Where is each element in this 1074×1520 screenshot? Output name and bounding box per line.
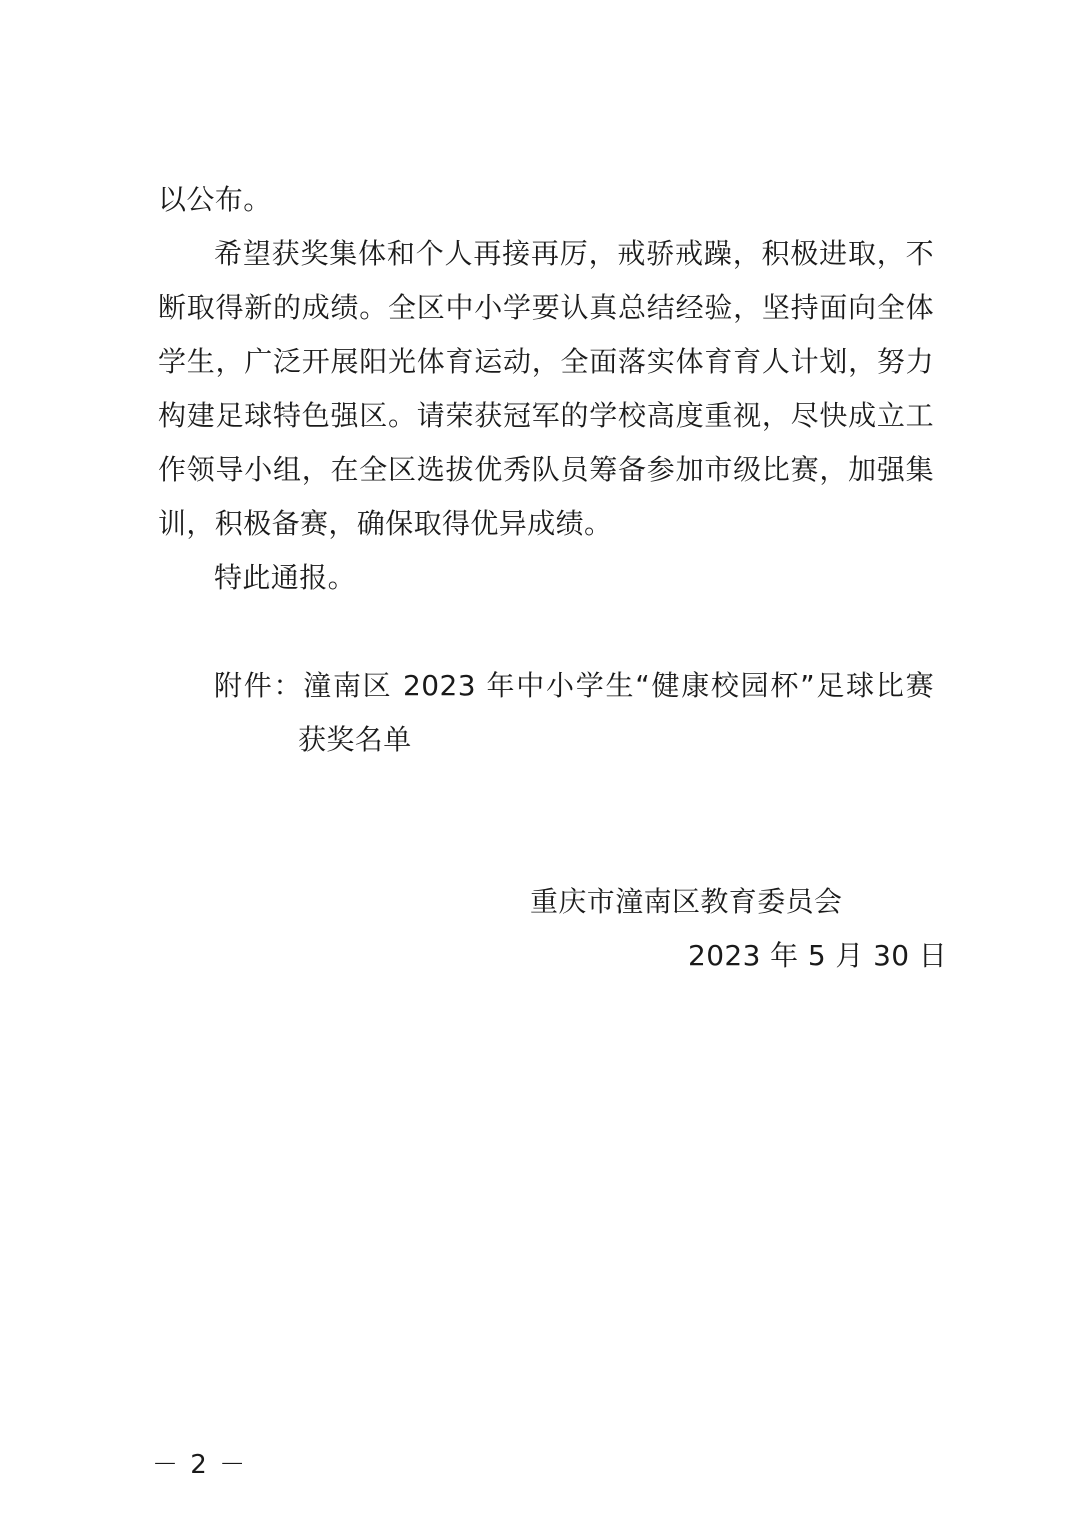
- body-line-1: 以公布。: [158, 183, 272, 216]
- issue-date: 2023 年 5 月 30 日: [688, 939, 948, 972]
- issuer-name: 重庆市潼南区教育委员会: [530, 885, 843, 918]
- body-line-4: 学生，广泛开展阳光体育运动，全面落实体育育人计划，努力: [158, 345, 934, 378]
- body-line-3: 断取得新的成绩。全区中小学要认真总结经验，坚持面向全体: [158, 291, 934, 324]
- body-line-2: 希望获奖集体和个人再接再厉，戒骄戒躁，积极进取，不: [214, 237, 934, 270]
- body-line-7: 训，积极备赛，确保取得优异成绩。: [158, 507, 613, 540]
- body-line-6: 作领导小组，在全区选拔优秀队员筹备参加市级比赛，加强集: [158, 453, 934, 486]
- closing-line: 特此通报。: [214, 561, 357, 594]
- attachment-line-2: 获奖名单: [298, 723, 412, 756]
- attachment-line-1: 附件：潼南区 2023 年中小学生“健康校园杯”足球比赛: [214, 669, 934, 702]
- body-line-5: 构建足球特色强区。请荣获冠军的学校高度重视，尽快成立工: [158, 399, 934, 432]
- page-number: － 2 －: [152, 1450, 248, 1480]
